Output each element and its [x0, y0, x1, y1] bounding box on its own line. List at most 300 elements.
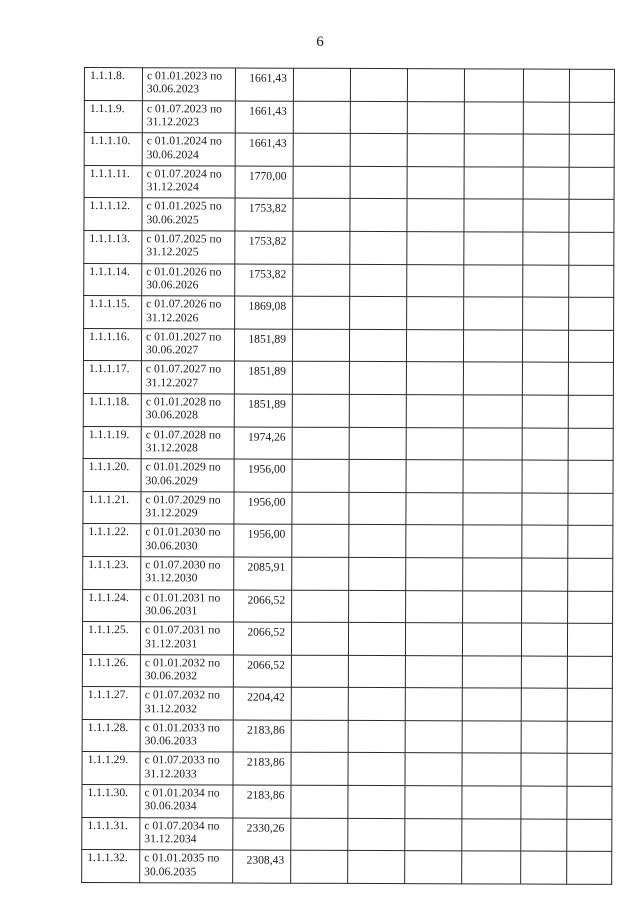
table-row [83, 556, 613, 590]
empty-cell [406, 362, 463, 395]
empty-cell [405, 655, 462, 688]
empty-cell [293, 133, 350, 166]
row-code-cell: 1.1.1.14. [84, 263, 142, 296]
row-period-cell [141, 589, 234, 622]
row-period-cell [142, 100, 235, 133]
row-value-cell: 2308,43 [233, 850, 291, 883]
period-from: с 01.01.2034 по [144, 786, 220, 800]
table-row [83, 524, 613, 558]
empty-cell [463, 362, 522, 395]
period-from: с 01.01.2025 по [146, 199, 222, 213]
period-from: с 01.01.2029 по [145, 460, 221, 474]
empty-cell [349, 362, 406, 395]
empty-cell [522, 428, 568, 461]
row-code-cell: 1.1.1.28. [82, 719, 140, 752]
empty-cell [349, 590, 406, 623]
empty-cell [522, 330, 568, 363]
empty-cell [407, 297, 464, 330]
empty-cell [293, 166, 350, 199]
row-value-cell: 2066,52 [233, 655, 291, 688]
table-row [83, 459, 613, 493]
empty-cell [462, 721, 521, 754]
period-from: с 01.07.2024 по [146, 167, 222, 181]
row-code-cell: 1.1.1.27. [82, 687, 140, 720]
empty-cell [569, 69, 614, 102]
empty-cell [462, 851, 521, 884]
row-period-cell [140, 785, 233, 818]
empty-cell [464, 264, 523, 297]
empty-cell [406, 460, 463, 493]
row-code-cell: 1.1.1.25. [82, 622, 140, 655]
empty-cell [523, 167, 569, 200]
period-from: с 01.07.2027 по [145, 362, 222, 376]
empty-cell [521, 819, 567, 852]
period-from: с 01.07.2031 по [145, 623, 221, 637]
empty-cell [293, 199, 350, 232]
period-to: 31.12.2026 [146, 310, 199, 324]
empty-cell [464, 101, 523, 134]
empty-cell [464, 69, 523, 102]
table-row [83, 393, 613, 427]
period-from: с 01.01.2023 по [146, 69, 223, 83]
empty-cell [522, 493, 568, 526]
empty-cell [407, 101, 464, 134]
empty-cell [464, 232, 523, 265]
period-from: с 01.01.2028 по [145, 395, 221, 409]
table-row [84, 296, 614, 330]
row-value-cell: 1851,89 [234, 361, 292, 394]
empty-cell [567, 851, 612, 884]
empty-cell [523, 134, 569, 167]
empty-cell [405, 786, 462, 819]
row-code-cell: 1.1.1.32. [82, 850, 140, 883]
table-row [82, 687, 612, 721]
row-code-cell: 1.1.1.21. [83, 491, 141, 524]
period-to: 30.06.2026 [146, 278, 199, 292]
empty-cell [462, 623, 521, 656]
row-period-cell [141, 394, 234, 427]
empty-cell [349, 492, 406, 525]
period-from: с 01.07.2023 по [146, 101, 223, 116]
row-period-cell [142, 165, 235, 198]
period-to: 30.06.2030 [145, 538, 198, 553]
row-period-cell [140, 850, 233, 883]
empty-cell [567, 721, 612, 754]
row-value-cell: 2085,91 [234, 557, 292, 590]
row-period-cell [140, 654, 233, 687]
empty-cell [462, 688, 521, 721]
empty-cell [349, 557, 406, 590]
empty-cell [522, 525, 568, 558]
row-value-cell: 1753,82 [235, 264, 293, 297]
empty-cell [349, 460, 406, 493]
empty-cell [569, 134, 614, 167]
empty-cell [568, 526, 613, 559]
period-from: с 01.01.2035 по [144, 851, 220, 865]
empty-cell [568, 493, 613, 526]
row-value-cell: 1869,08 [235, 296, 293, 329]
period-to: 31.12.2030 [145, 571, 198, 585]
table-row [84, 68, 614, 102]
period-from: с 01.01.2033 по [144, 721, 220, 735]
table-row [83, 491, 613, 525]
period-from: с 01.01.2026 по [146, 264, 222, 279]
row-code-cell: 1.1.1.11. [84, 165, 142, 198]
table-row [84, 198, 614, 232]
row-value-cell: 2066,52 [234, 590, 292, 623]
empty-cell [291, 818, 348, 851]
empty-cell [292, 427, 349, 460]
empty-cell [348, 655, 405, 688]
period-from: с 01.01.2031 по [145, 590, 221, 604]
empty-cell [462, 786, 521, 819]
empty-cell [464, 297, 523, 330]
empty-cell [406, 590, 463, 623]
empty-cell [522, 395, 568, 428]
period-to: 31.12.2023 [146, 115, 200, 129]
empty-cell [462, 656, 521, 689]
row-code-cell: 1.1.1.9. [84, 100, 142, 133]
period-from: с 01.07.2028 по [145, 427, 221, 442]
empty-cell [464, 167, 523, 200]
empty-cell [292, 394, 349, 427]
empty-cell [407, 199, 464, 232]
table-row [82, 817, 612, 851]
empty-cell [568, 460, 613, 493]
table-row [84, 230, 614, 264]
empty-cell [462, 753, 521, 786]
empty-cell [406, 427, 463, 460]
empty-cell [567, 786, 612, 819]
empty-cell [463, 427, 522, 460]
empty-cell [406, 492, 463, 525]
empty-cell [350, 297, 407, 330]
row-value-cell: 1974,26 [234, 427, 292, 460]
period-to: 31.12.2027 [145, 375, 199, 390]
period-from: с 01.01.2024 по [146, 134, 222, 148]
period-to: 30.06.2034 [144, 799, 197, 813]
row-value-cell: 1956,00 [234, 524, 292, 557]
row-code-cell: 1.1.1.10. [84, 133, 142, 166]
row-period-cell [142, 263, 235, 296]
empty-cell [464, 199, 523, 232]
empty-cell [463, 558, 522, 591]
empty-cell [568, 591, 613, 624]
row-code-cell: 1.1.1.20. [83, 459, 141, 492]
empty-cell [406, 525, 463, 558]
row-value-cell: 1753,82 [235, 198, 293, 231]
empty-cell [291, 720, 348, 753]
empty-cell [521, 851, 567, 884]
empty-cell [293, 101, 350, 134]
empty-cell [292, 590, 349, 623]
empty-cell [293, 296, 350, 329]
empty-cell [348, 785, 405, 818]
row-value-cell: 1753,82 [235, 231, 293, 264]
period-to: 30.06.2029 [145, 473, 198, 487]
row-value-cell: 2183,86 [233, 785, 291, 818]
row-code-cell: 1.1.1.13. [84, 230, 142, 263]
row-code-cell: 1.1.1.29. [82, 752, 140, 785]
empty-cell [463, 493, 522, 526]
empty-cell [464, 134, 523, 167]
period-to: 30.06.2031 [145, 604, 198, 618]
row-period-cell [142, 133, 235, 166]
empty-cell [569, 167, 614, 200]
empty-cell [405, 721, 462, 754]
row-period-cell [140, 752, 233, 785]
row-period-cell [142, 296, 235, 329]
empty-cell [350, 68, 407, 101]
empty-cell [521, 656, 567, 689]
table-row [82, 752, 612, 786]
empty-cell [292, 329, 349, 362]
empty-cell [405, 851, 462, 884]
row-period-cell [142, 68, 235, 101]
empty-cell [569, 265, 614, 298]
period-to: 31.12.2028 [145, 441, 198, 455]
row-period-cell [140, 622, 233, 655]
table-row [84, 100, 614, 134]
empty-cell [348, 688, 405, 721]
row-code-cell: 1.1.1.19. [83, 426, 141, 459]
row-period-cell [141, 557, 234, 590]
table-row [83, 328, 613, 362]
row-period-cell [141, 459, 234, 492]
row-code-cell: 1.1.1.16. [83, 328, 141, 361]
row-value-cell: 1956,00 [234, 492, 292, 525]
period-to: 30.06.2032 [144, 669, 198, 683]
empty-cell [291, 753, 348, 786]
empty-cell [523, 69, 569, 102]
period-from: с 01.07.2029 по [145, 492, 221, 507]
row-code-cell: 1.1.1.18. [83, 393, 141, 426]
empty-cell [292, 492, 349, 525]
empty-cell [291, 622, 348, 655]
empty-cell [348, 851, 405, 884]
empty-cell [569, 232, 614, 265]
row-period-cell [141, 524, 234, 557]
row-value-cell: 1956,00 [234, 459, 292, 492]
table-row [82, 622, 612, 656]
period-to: 31.12.2031 [144, 636, 198, 650]
tariff-table [81, 67, 615, 885]
empty-cell [569, 102, 614, 135]
empty-cell [523, 199, 569, 232]
tariff-table-wrapper [81, 67, 614, 885]
empty-cell [567, 656, 612, 689]
table-row [82, 850, 612, 884]
period-from: с 01.07.2033 по [144, 753, 220, 767]
row-code-cell: 1.1.1.31. [82, 817, 140, 850]
empty-cell [462, 818, 521, 851]
period-from: с 01.07.2025 по [146, 232, 222, 246]
period-to: 31.12.2034 [144, 832, 197, 846]
empty-cell [407, 166, 464, 199]
period-to: 30.06.2024 [146, 147, 199, 161]
empty-cell [569, 200, 614, 233]
empty-cell [291, 655, 348, 688]
empty-cell [293, 68, 350, 101]
empty-cell [349, 525, 406, 558]
empty-cell [348, 753, 405, 786]
empty-cell [293, 264, 350, 297]
empty-cell [567, 688, 612, 721]
table-row [84, 263, 614, 297]
empty-cell [521, 721, 567, 754]
row-period-cell [141, 361, 234, 394]
empty-cell [463, 330, 522, 363]
table-row [82, 654, 612, 688]
row-value-cell: 2183,86 [233, 720, 291, 753]
empty-cell [350, 134, 407, 167]
empty-cell [405, 753, 462, 786]
period-to: 30.06.2028 [145, 408, 198, 422]
empty-cell [291, 785, 348, 818]
empty-cell [521, 753, 567, 786]
empty-cell [406, 558, 463, 591]
empty-cell [522, 460, 568, 493]
row-value-cell: 2330,26 [233, 818, 291, 851]
empty-cell [569, 297, 614, 330]
table-row [82, 719, 612, 753]
period-to: 30.06.2035 [144, 864, 197, 879]
period-to: 31.12.2033 [144, 767, 197, 781]
period-to: 30.06.2023 [146, 82, 200, 96]
empty-cell [407, 69, 464, 102]
empty-cell [349, 427, 406, 460]
empty-cell [350, 199, 407, 232]
row-value-cell: 1770,00 [235, 166, 293, 199]
empty-cell [523, 297, 569, 330]
empty-cell [523, 265, 569, 298]
empty-cell [350, 166, 407, 199]
row-value-cell: 1661,43 [235, 133, 293, 166]
empty-cell [567, 623, 612, 656]
period-from: с 01.01.2030 по [145, 525, 221, 539]
period-to: 30.06.2033 [144, 734, 197, 748]
empty-cell [407, 264, 464, 297]
empty-cell [407, 232, 464, 265]
row-value-cell: 1851,89 [234, 329, 292, 362]
empty-cell [523, 232, 569, 265]
empty-cell [463, 525, 522, 558]
period-to: 31.12.2024 [146, 180, 199, 194]
empty-cell [522, 558, 568, 591]
empty-cell [292, 362, 349, 395]
page-number: 6 [316, 34, 324, 50]
period-to: 31.12.2029 [145, 506, 198, 520]
empty-cell [568, 330, 613, 363]
row-period-cell [141, 328, 234, 361]
empty-cell [292, 459, 349, 492]
empty-cell [568, 428, 613, 461]
empty-cell [568, 395, 613, 428]
empty-cell [463, 395, 522, 428]
empty-cell [522, 362, 568, 395]
row-period-cell [142, 198, 235, 231]
row-value-cell: 1661,43 [235, 68, 293, 101]
row-code-cell: 1.1.1.17. [83, 361, 141, 394]
period-to: 30.06.2025 [146, 213, 199, 227]
row-period-cell [140, 817, 233, 850]
table-body [82, 68, 615, 885]
row-value-cell: 2204,42 [233, 687, 291, 720]
empty-cell [293, 231, 350, 264]
empty-cell [350, 264, 407, 297]
empty-cell [405, 818, 462, 851]
empty-cell [292, 525, 349, 558]
row-value-cell: 1851,89 [234, 394, 292, 427]
row-period-cell [141, 491, 234, 524]
table-row [84, 133, 614, 167]
row-period-cell [140, 720, 233, 753]
table-row [83, 361, 613, 395]
empty-cell [291, 688, 348, 721]
empty-cell [348, 720, 405, 753]
empty-cell [521, 786, 567, 819]
period-from: с 01.01.2027 по [146, 329, 222, 344]
empty-cell [567, 819, 612, 852]
row-code-cell: 1.1.1.15. [84, 296, 142, 329]
row-code-cell: 1.1.1.23. [83, 556, 141, 589]
period-to: 30.06.2027 [145, 343, 199, 357]
row-code-cell: 1.1.1.24. [83, 589, 141, 622]
empty-cell [291, 850, 348, 883]
row-code-cell: 1.1.1.12. [84, 198, 142, 231]
empty-cell [405, 688, 462, 721]
empty-cell [350, 231, 407, 264]
empty-cell [521, 623, 567, 656]
empty-cell [568, 363, 613, 396]
row-period-cell [141, 426, 234, 459]
empty-cell [407, 134, 464, 167]
empty-cell [348, 818, 405, 851]
empty-cell [405, 623, 462, 656]
period-from: с 01.07.2026 по [146, 297, 222, 311]
empty-cell [521, 688, 567, 721]
table-row [82, 785, 612, 819]
row-code-cell: 1.1.1.30. [82, 785, 140, 818]
empty-cell [349, 394, 406, 427]
row-period-cell [142, 231, 235, 264]
empty-cell [292, 557, 349, 590]
empty-cell [522, 591, 568, 624]
empty-cell [568, 558, 613, 591]
empty-cell [348, 623, 405, 656]
period-from: с 01.07.2030 по [145, 558, 221, 572]
empty-cell [523, 102, 569, 135]
table-row [83, 589, 613, 623]
row-code-cell: 1.1.1.22. [83, 524, 141, 557]
row-value-cell: 2066,52 [233, 622, 291, 655]
row-value-cell: 2183,86 [233, 752, 291, 785]
row-period-cell [140, 687, 233, 720]
empty-cell [463, 460, 522, 493]
empty-cell [349, 329, 406, 362]
row-code-cell: 1.1.1.8. [84, 68, 142, 101]
period-to: 31.12.2025 [146, 245, 199, 259]
empty-cell [406, 329, 463, 362]
empty-cell [567, 754, 612, 787]
table-row [84, 165, 614, 199]
empty-cell [463, 590, 522, 623]
empty-cell [406, 395, 463, 428]
period-from: с 01.07.2034 по [144, 818, 220, 833]
row-code-cell: 1.1.1.26. [82, 654, 140, 687]
table-row [83, 426, 613, 460]
period-from: с 01.07.2032 по [144, 688, 220, 702]
